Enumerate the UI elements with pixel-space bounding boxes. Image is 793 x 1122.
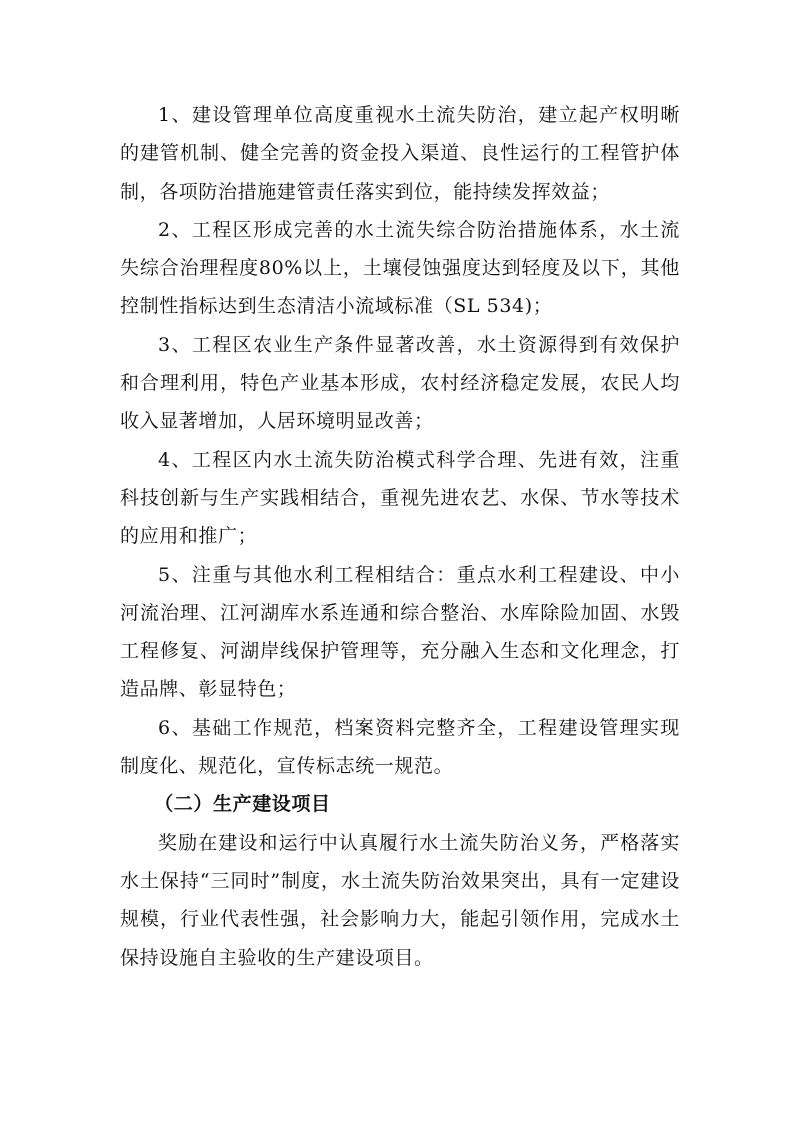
section-heading-production-projects: （二）生产建设项目 — [154, 793, 331, 816]
paragraph-item-2: 2、工程区形成完善的水土流失综合防治措施体系，水土流失综合治理程度80%以上，土壤侵蚀强度达到轻度及以下，其他控制性指标达到生态清洁小流域标准（SL 534)； — [120, 218, 680, 318]
paragraph-item-6: 6、基础工作规范，档案资料完整齐全，工程建设管理实现制度化、规范化，宣传标志统一规范。 — [120, 716, 680, 778]
paragraph-item-4: 4、工程区内水土流失防治模式科学合理、先进有效，注重科技创新与生产实践相结合，重视先进农艺、水保、节水等技术的应用和推广； — [120, 448, 680, 548]
paragraph-item-1: 1、建设管理单位高度重视水土流失防治，建立起产权明晰的建管机制、健全完善的资金投入渠道、良性运行的工程管护体制，各项防治措施建管责任落实到位，能持续发挥效益； — [120, 104, 680, 203]
paragraph-item-5: 5、注重与其他水利工程相结合：重点水利工程建设、中小河流治理、江河湖库水系连通和综合整治、水库除险加固、水毁工程修复、河湖岸线保护管理等，充分融入生态和文化理念，打造品牌、彰显特色； — [120, 563, 680, 701]
paragraph-item-3: 3、工程区农业生产条件显著改善，水土资源得到有效保护和合理利用，特色产业基本形成，农村经济稳定发展，农民人均收入显著增加，人居环境明显改善； — [120, 333, 680, 433]
section-paragraph-production-projects: 奖励在建设和运行中认真履行水土流失防治义务，严格落实水土保持“三同时”制度，水土流失防治效果突出，具有一定建设规模，行业代表性强，社会影响力大，能起引领作用，完成水土保持设施自主验收的生产建设项目。 — [120, 831, 680, 969]
document-body — [120, 96, 680, 977]
